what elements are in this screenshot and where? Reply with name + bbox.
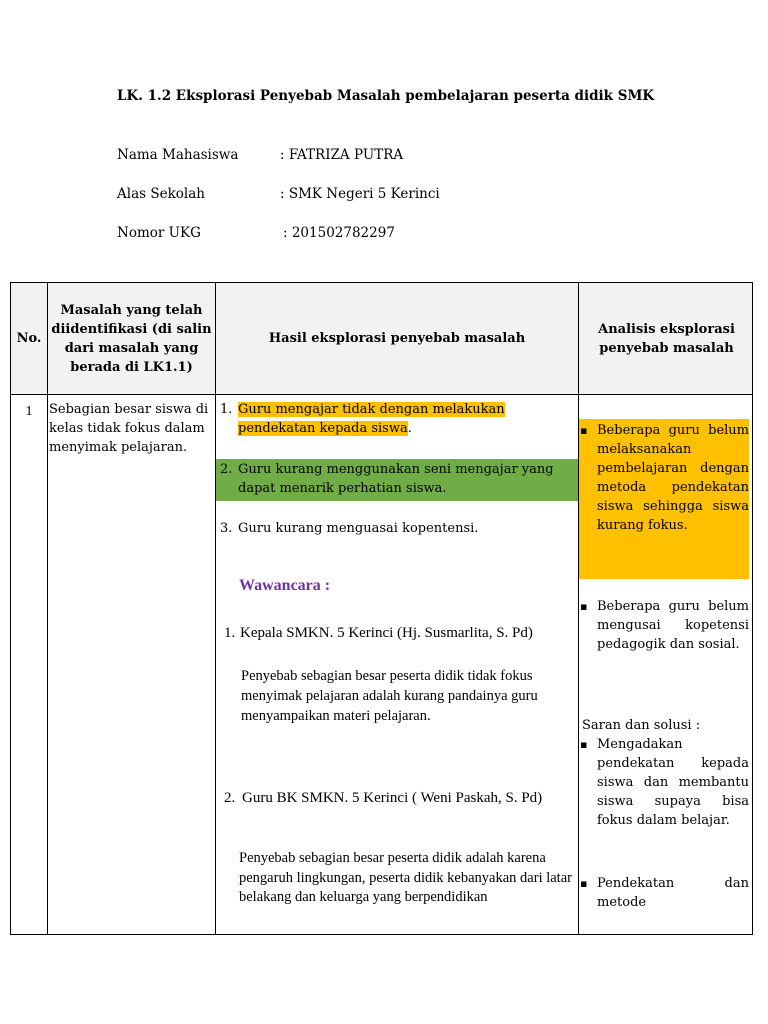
hasil-item-3-number: 3. [220, 521, 233, 536]
info-label-nama: Nama Mahasiswa [117, 147, 239, 163]
info-value-sekolah: : SMK Negeri 5 Kerinci [280, 186, 440, 202]
hasil-item-2-number: 2. [220, 462, 233, 477]
header-analisis: Analisis eksplorasi penyebab masalah [598, 321, 735, 356]
hasil-item-1-number: 1. [220, 402, 233, 417]
exploration-table [10, 282, 753, 935]
hasil-item-1 [220, 400, 570, 438]
analisis-list-4 [579, 874, 749, 912]
hasil-item-2-text: Guru kurang menggunakan seni mengajar yang dapat menarik perhatian siswa. [238, 462, 554, 496]
interview-1-title-block [224, 623, 574, 644]
analisis-bullet-4: ▪ Pendekatan dan metode [579, 874, 749, 912]
wawancara-heading: Wawancara : [239, 577, 331, 594]
header-hasil: Hasil eksplorasi penyebab masalah [268, 331, 526, 346]
interview-1-number: 1. [224, 625, 236, 641]
hasil-item-2 [220, 460, 570, 498]
header-no: No. [16, 331, 42, 346]
interview-2-title: Guru BK SMKN. 5 Kerinci ( Weni Paskah, S. Pd) [242, 790, 543, 806]
info-value-nama: : FATRIZA PUTRA [280, 147, 404, 163]
info-label-sekolah: Alas Sekolah [117, 186, 205, 202]
analisis-bullet-1: ▪ Beberapa guru belum melaksanakan pembelajaran dengan metoda pendekatan siswa sehingga siswa kurang fokus. [579, 421, 749, 535]
analisis-list-3 [579, 735, 749, 830]
interview-2-number: 2. [224, 790, 236, 806]
document-title: LK. 1.2 Eksplorasi Penyebab Masalah pembelajaran peserta didik SMK [117, 88, 655, 104]
analisis-bullet-2: ▪ Beberapa guru belum mengusai kopetensi pedagogik dan sosial. [579, 597, 749, 654]
cell-masalah: Sebagian besar siswa di kelas tidak fokus dalam menyimak pelajaran. [49, 402, 209, 455]
saran-label: Saran dan solusi : [582, 718, 701, 733]
hasil-item-1-tail: . [407, 421, 412, 436]
interview-2-body: Penyebab sebagian besar peserta didik adalah karena pengaruh lingkungan, peserta didik kebanyakan dari latar belakang dan keluarga yang berpendidikan [239, 850, 572, 905]
header-masalah: Masalah yang telah diidentifikasi (di salin dari masalah yang berada di LK1.1) [51, 302, 212, 375]
interview-1-body: Penyebab sebagian besar peserta didik tidak fokus menyimak pelajaran adalah kurang pandainya guru menyampaikan materi pelajaran. [241, 668, 538, 724]
analisis-bullet-3: ▪ Mengadakan pendekatan kepada siswa dan membantu siswa supaya bisa fokus dalam belajar. [579, 735, 749, 830]
analisis-list-2 [579, 597, 749, 654]
info-label-ukg: Nomor UKG [117, 225, 201, 241]
row-number: 1 [25, 404, 33, 419]
info-value-ukg: : 201502782297 [283, 225, 395, 241]
hasil-item-3-text: Guru kurang menguasai kopentensi. [238, 521, 479, 536]
interview-2-title-block [224, 787, 574, 810]
hasil-item-1-text: Guru mengajar tidak dengan melakukan pendekatan kepada siswa [238, 402, 505, 436]
interview-1-title: Kepala SMKN. 5 Kerinci (Hj. Susmarlita, S. Pd) [240, 625, 533, 641]
analisis-list-1 [579, 421, 749, 535]
header-divider [11, 394, 752, 395]
hasil-item-3 [220, 519, 570, 538]
